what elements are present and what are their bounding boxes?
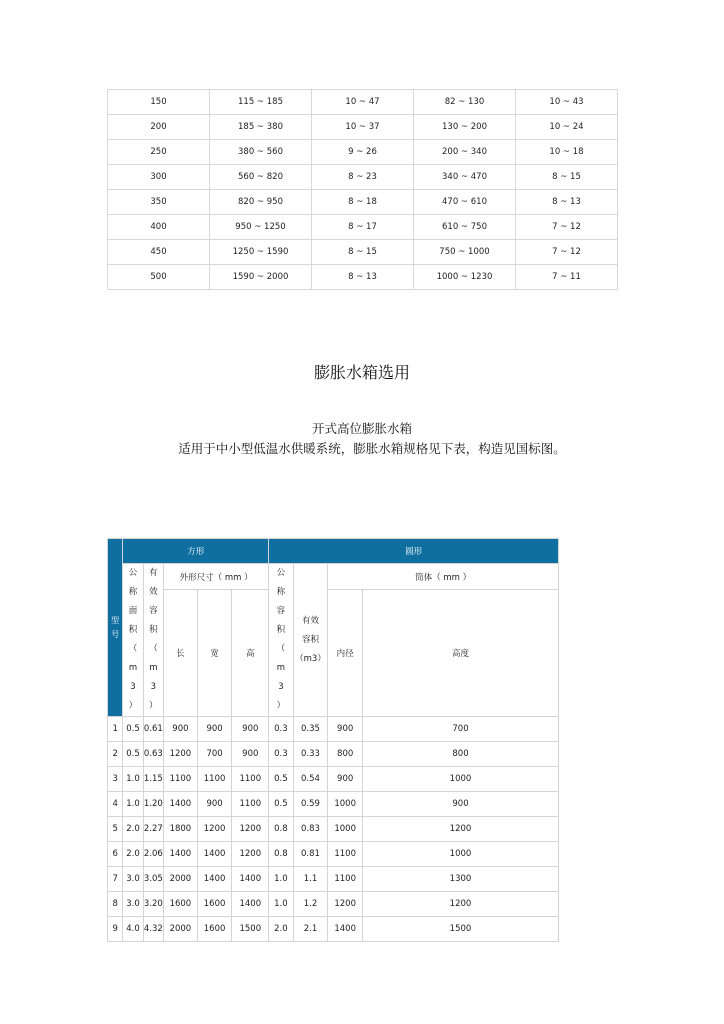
table-cell: 130 ~ 200 [414, 115, 516, 140]
table-cell: 0.5 [123, 742, 143, 767]
table-cell: 700 [197, 742, 232, 767]
table-cell: 1400 [164, 842, 198, 867]
table-cell: 1500 [363, 917, 559, 942]
table-cell: 4.0 [123, 917, 143, 942]
table-row [108, 240, 618, 265]
table-row [108, 717, 559, 742]
header-square-dims: 外形尺寸（ mm ） [164, 564, 269, 590]
table-cell: 9 [108, 917, 123, 942]
table-cell: 1.2 [293, 892, 328, 917]
table-cell: 0.3 [269, 717, 293, 742]
pipe-spec-table-body [108, 90, 618, 290]
table-cell: 1800 [164, 817, 198, 842]
table-cell: 0.35 [293, 717, 328, 742]
table-cell: 10 ~ 47 [312, 90, 414, 115]
table-cell: 8 ~ 15 [516, 165, 618, 190]
table-cell: 150 [108, 90, 210, 115]
table-cell: 900 [363, 792, 559, 817]
table-cell: 8 ~ 17 [312, 215, 414, 240]
header-square-effective: 有 效 容 积 （ m 3 ） [143, 564, 163, 717]
table-cell: 8 ~ 18 [312, 190, 414, 215]
table-cell: 10 ~ 43 [516, 90, 618, 115]
table-cell: 2.0 [269, 917, 293, 942]
table-cell: 1400 [164, 792, 198, 817]
table-row [108, 792, 559, 817]
table-cell: 0.81 [293, 842, 328, 867]
table-cell: 0.3 [269, 742, 293, 767]
table-cell: 0.61 [143, 717, 163, 742]
table-cell: 1100 [232, 792, 269, 817]
table-row [108, 817, 559, 842]
table-cell: 2000 [164, 917, 198, 942]
table-row [108, 90, 618, 115]
table-cell: 1000 [328, 817, 363, 842]
header-inner-diameter: 内径 [328, 590, 363, 717]
section-title: 膨胀水箱选用 [313, 363, 410, 382]
table-row [108, 265, 618, 290]
table-row [108, 190, 618, 215]
table-cell: 0.33 [293, 742, 328, 767]
table-cell: 1200 [232, 817, 269, 842]
table-cell: 450 [108, 240, 210, 265]
header-round: 圆形 [269, 539, 559, 564]
table-cell: 1.1 [293, 867, 328, 892]
table-cell: 900 [232, 717, 269, 742]
table-cell: 1.15 [143, 767, 163, 792]
table-cell: 0.8 [269, 817, 293, 842]
table-cell: 200 [108, 115, 210, 140]
table-cell: 0.5 [123, 717, 143, 742]
expansion-tank-table [107, 538, 559, 942]
table-cell: 900 [197, 717, 232, 742]
table-cell: 1200 [363, 817, 559, 842]
table-cell: 8 [108, 892, 123, 917]
table-cell: 1100 [232, 767, 269, 792]
table-cell: 200 ~ 340 [414, 140, 516, 165]
table-cell: 1250 ~ 1590 [210, 240, 312, 265]
table-cell: 1.20 [143, 792, 163, 817]
table-cell: 1600 [164, 892, 198, 917]
table-cell: 700 [363, 717, 559, 742]
table-cell: 8 ~ 15 [312, 240, 414, 265]
table-row [108, 767, 559, 792]
pipe-spec-table [107, 89, 618, 290]
table-cell: 800 [328, 742, 363, 767]
table-cell: 7 ~ 11 [516, 265, 618, 290]
table-cell: 8 ~ 23 [312, 165, 414, 190]
table-cell: 610 ~ 750 [414, 215, 516, 240]
table-cell: 400 [108, 215, 210, 240]
table-cell: 900 [164, 717, 198, 742]
table-cell: 1590 ~ 2000 [210, 265, 312, 290]
table-cell: 900 [328, 767, 363, 792]
table-cell: 3.20 [143, 892, 163, 917]
table-cell: 350 [108, 190, 210, 215]
table-cell: 9 ~ 26 [312, 140, 414, 165]
table-cell: 1600 [197, 917, 232, 942]
table-cell: 3.05 [143, 867, 163, 892]
table-cell: 380 ~ 560 [210, 140, 312, 165]
table-cell: 1 [108, 717, 123, 742]
table-cell: 2.0 [123, 817, 143, 842]
table-cell: 2.06 [143, 842, 163, 867]
table-cell: 7 [108, 867, 123, 892]
expansion-tank-table-body [108, 539, 559, 942]
table-cell: 560 ~ 820 [210, 165, 312, 190]
table-cell: 2.1 [293, 917, 328, 942]
table-cell: 900 [328, 717, 363, 742]
table-cell: 1100 [164, 767, 198, 792]
table-cell: 750 ~ 1000 [414, 240, 516, 265]
table-cell: 470 ~ 610 [414, 190, 516, 215]
header-square: 方形 [123, 539, 269, 564]
table-cell: 3.0 [123, 892, 143, 917]
table-cell: 1200 [232, 842, 269, 867]
table-cell: 1000 [328, 792, 363, 817]
table-cell: 820 ~ 950 [210, 190, 312, 215]
header-model: 型 号 [108, 539, 123, 717]
section-description: 适用于中小型低温水供暖系统，膨胀水箱规格见下表，构造见国标图。 [178, 441, 566, 456]
table-cell: 500 [108, 265, 210, 290]
table-cell: 10 ~ 18 [516, 140, 618, 165]
header-height: 高 [232, 590, 269, 717]
table-cell: 1400 [197, 842, 232, 867]
table-cell: 0.5 [269, 767, 293, 792]
header-round-body: 筒体（ mm ） [328, 564, 559, 590]
table-cell: 1400 [197, 867, 232, 892]
table-cell: 0.83 [293, 817, 328, 842]
table-cell: 300 [108, 165, 210, 190]
table-cell: 1000 [363, 842, 559, 867]
table-row [108, 892, 559, 917]
table-cell: 10 ~ 24 [516, 115, 618, 140]
table-cell: 0.8 [269, 842, 293, 867]
table-cell: 2.27 [143, 817, 163, 842]
table-row [108, 215, 618, 240]
table-cell: 1.0 [269, 892, 293, 917]
table-row [108, 140, 618, 165]
table-cell: 1000 ~ 1230 [414, 265, 516, 290]
table-row [108, 842, 559, 867]
header-round-nominal: 公 称 容 积 （ m 3 ） [269, 564, 293, 717]
table-cell: 1400 [232, 892, 269, 917]
table-cell: 1500 [232, 917, 269, 942]
table-cell: 7 ~ 12 [516, 215, 618, 240]
table-cell: 4.32 [143, 917, 163, 942]
table-cell: 82 ~ 130 [414, 90, 516, 115]
table-row [108, 917, 559, 942]
table-cell: 5 [108, 817, 123, 842]
table-cell: 1400 [328, 917, 363, 942]
table-cell: 950 ~ 1250 [210, 215, 312, 240]
table-cell: 4 [108, 792, 123, 817]
table-cell: 1100 [328, 842, 363, 867]
table-row [108, 165, 618, 190]
table-cell: 1100 [328, 867, 363, 892]
table-cell: 7 ~ 12 [516, 240, 618, 265]
header-round-effective: 有效 容积 （m3） [293, 564, 328, 717]
table-cell: 1.0 [123, 792, 143, 817]
table-row [108, 115, 618, 140]
table-cell: 3.0 [123, 867, 143, 892]
table-cell: 1300 [363, 867, 559, 892]
table-cell: 0.54 [293, 767, 328, 792]
table-cell: 250 [108, 140, 210, 165]
header-body-height: 高度 [363, 590, 559, 717]
table-cell: 0.59 [293, 792, 328, 817]
header-width: 宽 [197, 590, 232, 717]
table-cell: 8 ~ 13 [312, 265, 414, 290]
table-cell: 3 [108, 767, 123, 792]
table-row [108, 742, 559, 767]
table-cell: 1400 [232, 867, 269, 892]
table-cell: 0.5 [269, 792, 293, 817]
table-cell: 1200 [164, 742, 198, 767]
header-length: 长 [164, 590, 198, 717]
table-cell: 900 [197, 792, 232, 817]
table-cell: 340 ~ 470 [414, 165, 516, 190]
table-cell: 6 [108, 842, 123, 867]
table-cell: 2.0 [123, 842, 143, 867]
table-row [108, 867, 559, 892]
header-square-nominal: 公 称 面 积 （ m 3 ） [123, 564, 143, 717]
table-cell: 115 ~ 185 [210, 90, 312, 115]
table-cell: 1200 [328, 892, 363, 917]
table-cell: 800 [363, 742, 559, 767]
table-cell: 900 [232, 742, 269, 767]
table-cell: 10 ~ 37 [312, 115, 414, 140]
table-cell: 2 [108, 742, 123, 767]
table-cell: 0.63 [143, 742, 163, 767]
table-cell: 1200 [363, 892, 559, 917]
table-cell: 1100 [197, 767, 232, 792]
table-cell: 8 ~ 13 [516, 190, 618, 215]
table-cell: 1600 [197, 892, 232, 917]
table-cell: 1.0 [123, 767, 143, 792]
table-cell: 1000 [363, 767, 559, 792]
table-cell: 1200 [197, 817, 232, 842]
table-cell: 185 ~ 380 [210, 115, 312, 140]
table-cell: 2000 [164, 867, 198, 892]
table-cell: 1.0 [269, 867, 293, 892]
section-subtitle: 开式高位膨胀水箱 [311, 421, 412, 436]
